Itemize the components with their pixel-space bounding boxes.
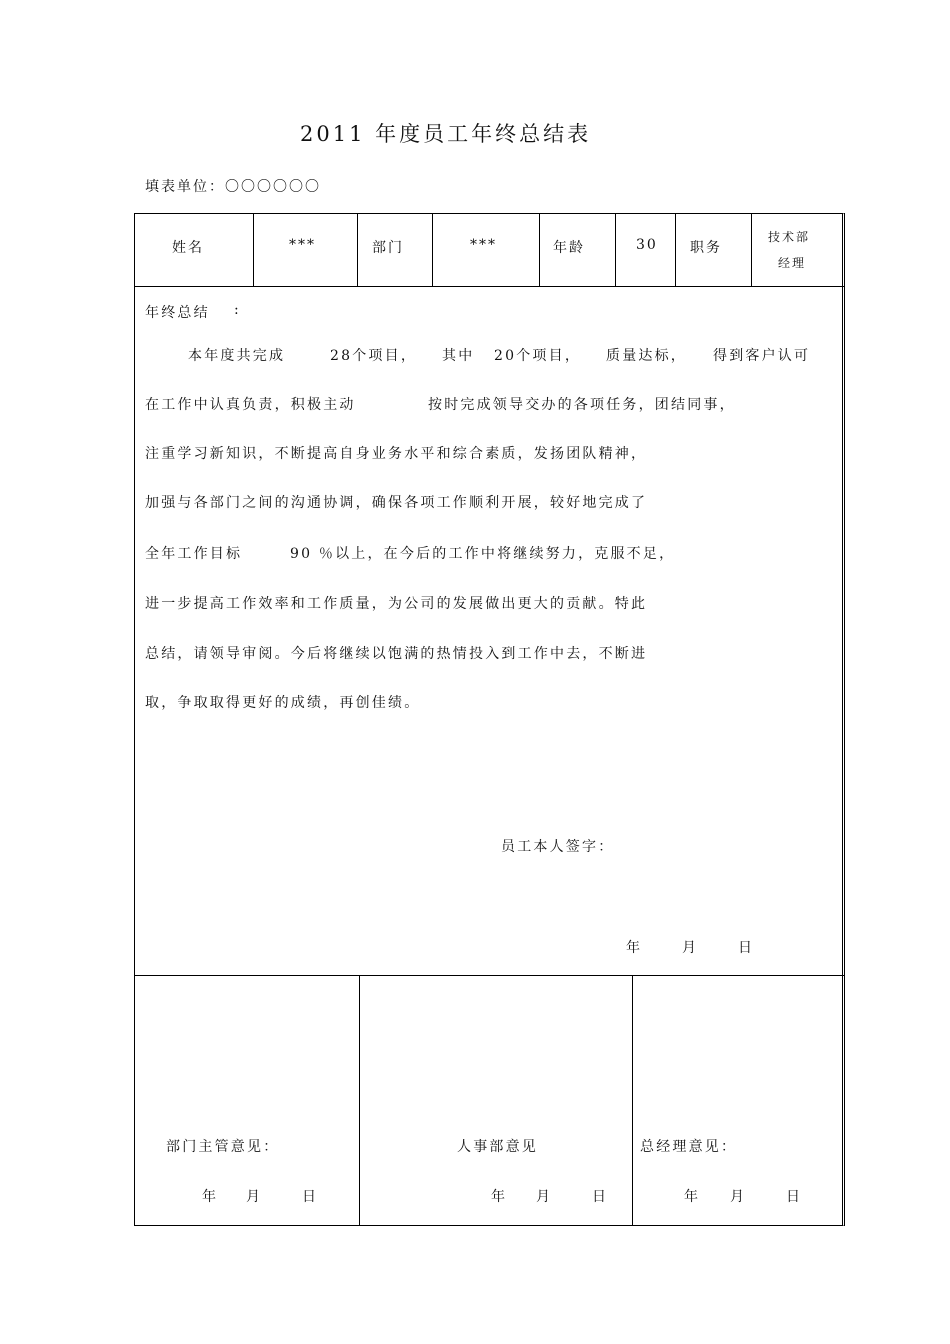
col-divider xyxy=(357,213,358,286)
page-title: 2011 年度员工年终总结表 xyxy=(300,122,592,146)
col-divider xyxy=(359,975,360,1226)
summary-text: 在工作中认真负责，积极主动 xyxy=(145,397,356,413)
date-year: 年 xyxy=(684,1189,701,1205)
col-divider xyxy=(539,213,540,286)
summary-text: 按时完成领导交办的各项任务，团结同事， xyxy=(428,397,736,413)
position-value-line2: 经理 xyxy=(778,256,807,270)
date-year: 年 xyxy=(626,940,643,956)
date-year: 年 xyxy=(491,1189,508,1205)
summary-colon: : xyxy=(234,302,241,318)
date-day: 日 xyxy=(738,940,755,956)
dept-value: *** xyxy=(470,237,497,253)
date-day: 日 xyxy=(786,1189,803,1205)
summary-text: 其中 xyxy=(442,348,475,364)
col-divider xyxy=(432,213,433,286)
name-label: 姓名 xyxy=(172,240,204,256)
age-label: 年龄 xyxy=(553,240,585,256)
date-day: 日 xyxy=(302,1189,319,1205)
summary-text: 进一步提高工作效率和工作质量，为公司的发展做出更大的贡献。特此 xyxy=(145,596,648,612)
summary-text: 90 ％以上，在今后的工作中将继续努力，克服不足， xyxy=(290,546,676,562)
date-month: 月 xyxy=(682,940,699,956)
name-value: *** xyxy=(289,237,316,253)
gm-opinion-label: 总经理意见： xyxy=(640,1139,738,1155)
col-divider xyxy=(632,975,633,1226)
summary-heading: 年终总结 xyxy=(145,305,210,321)
employee-signature-label: 员工本人签字： xyxy=(501,839,615,855)
col-divider xyxy=(675,213,676,286)
col-divider xyxy=(615,213,616,286)
summary-text: 20个项目， xyxy=(494,348,582,364)
hr-opinion-label: 人事部意见 xyxy=(457,1139,538,1155)
summary-text: 注重学习新知识，不断提高自身业务水平和综合素质，发扬团队精神， xyxy=(145,446,648,462)
header-row-divider xyxy=(134,286,845,287)
summary-text: 本年度共完成 xyxy=(188,348,286,364)
summary-text: 取，争取取得更好的成绩，再创佳绩。 xyxy=(145,695,421,711)
summary-text: 得到客户认可 xyxy=(713,348,811,364)
date-month: 月 xyxy=(536,1189,553,1205)
summary-text: 28个项目， xyxy=(330,348,418,364)
date-year: 年 xyxy=(202,1189,219,1205)
approvals-row-divider xyxy=(134,975,845,976)
date-month: 月 xyxy=(730,1189,747,1205)
col-divider xyxy=(253,213,254,286)
col-divider xyxy=(751,213,752,286)
summary-text: 总结，请领导审阅。今后将继续以饱满的热情投入到工作中去，不断进 xyxy=(145,646,648,662)
age-value: 30 xyxy=(636,237,658,253)
date-day: 日 xyxy=(592,1189,609,1205)
dept-label: 部门 xyxy=(372,240,404,256)
position-label: 职务 xyxy=(690,240,722,256)
form-subtitle: 填表单位：〇〇〇〇〇〇 xyxy=(145,179,321,195)
date-month: 月 xyxy=(246,1189,263,1205)
position-value-line1: 技术部 xyxy=(768,230,811,244)
dept-supervisor-opinion-label: 部门主管意见： xyxy=(166,1139,280,1155)
summary-text: 加强与各部门之间的沟通协调，确保各项工作顺利开展，较好地完成了 xyxy=(145,495,648,511)
summary-text: 全年工作目标 xyxy=(145,546,243,562)
summary-text: 质量达标， xyxy=(606,348,687,364)
